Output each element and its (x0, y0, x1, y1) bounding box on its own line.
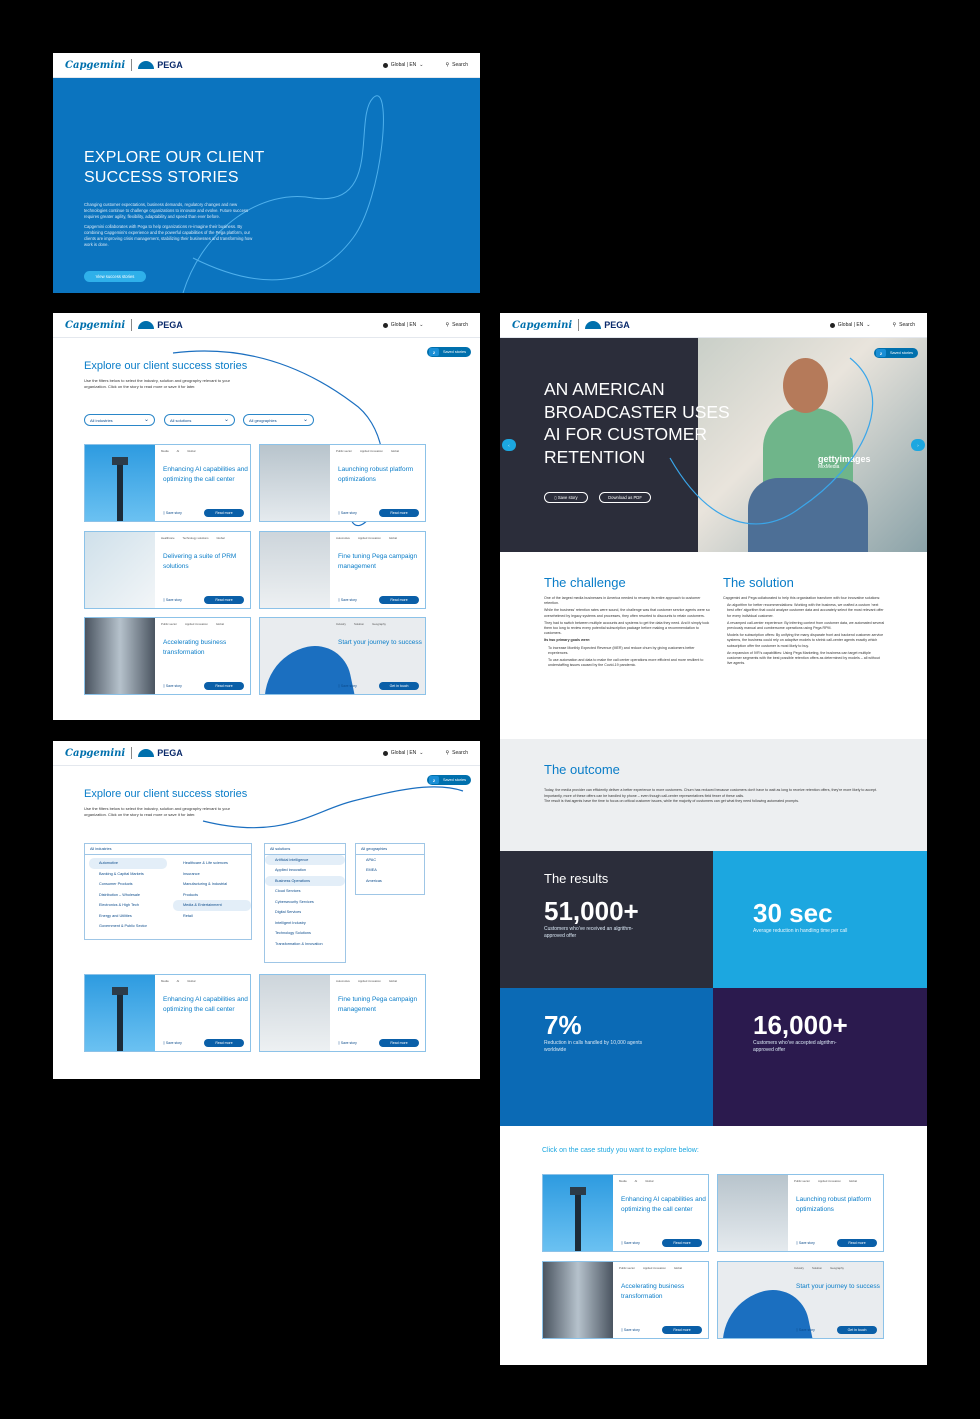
capgemini-logo: Capgemini (512, 319, 573, 331)
dropdown-option[interactable]: Retail (183, 913, 193, 918)
save-story-link[interactable]: ▯ Save story (163, 1041, 182, 1045)
stat-value: 30 sec (753, 898, 833, 928)
bookmark-icon: ▯ (621, 1241, 624, 1245)
pega-logo: PEGA (138, 320, 183, 330)
saved-count-badge: 2 (429, 348, 439, 356)
story-tag: Global (848, 1179, 857, 1183)
save-story-link[interactable]: ▯ Save story (338, 598, 357, 602)
dropdown-option[interactable]: Manufacturing & Industrial (183, 882, 228, 887)
story-card[interactable] (84, 974, 251, 1052)
story-card-image (85, 532, 155, 609)
search-icon: ⚲ (892, 322, 897, 328)
story-tags (161, 536, 225, 540)
bookmark-icon: ▯ (338, 511, 341, 515)
solution-body: Capgemini and Pega collaborated to help this organization transform with four innovative solutions: An algorithm for better recommendations: Working with the business, we crafted a custom 'next best offer' algorithm that could analyze customer data and accurately select the most relevant offer for every individual customer. A revamped call-center experience: By inferring context from customer data, we automated several previously manual and cumbersome operations using Pega RPM. Models for subscription offers: By unifying the many disparate front and backend customer-service systems, the business could rely on adaptive models to shrink call-center agents exactly which subscription offer the customer is most likely to buy. An expansion of IVR's capabilities: Using Pega Marketing, the business can target multiple customer segments with the best possible retention offers as determined by models – all without live agents. (723, 596, 885, 666)
story-tag: Global (673, 1266, 682, 1270)
story-tag: Industry (794, 1266, 804, 1270)
dropdown-option[interactable]: Cybersecurity Services (275, 899, 314, 904)
solutions-dropdown[interactable] (264, 843, 346, 963)
dropdown-option[interactable]: Insurance (183, 871, 200, 876)
story-tag: Public sector (794, 1179, 811, 1183)
dropdown-option[interactable]: Artificial intelligence (265, 855, 345, 866)
story-tags (336, 622, 386, 626)
logo[interactable] (512, 319, 630, 331)
story-tag: Global (645, 1179, 654, 1183)
dropdown-option[interactable]: Government & Public Sector (99, 924, 147, 929)
stat-tile-3 (500, 988, 713, 1126)
bookmark-icon: ▯ (338, 684, 341, 688)
filters-open-screen (53, 741, 480, 1079)
story-card[interactable] (84, 531, 251, 609)
story-tag: AI (176, 979, 180, 983)
industries-filter[interactable]: All industries ⌄ (84, 414, 155, 426)
story-tag: Applied innovation (185, 622, 208, 626)
story-tags (161, 622, 224, 626)
stat-value: 51,000+ (544, 896, 639, 926)
story-tags (336, 449, 399, 453)
outcome-section (500, 739, 927, 851)
search-icon: ⚲ (445, 322, 450, 328)
challenge-title: The challenge (544, 575, 626, 590)
story-card-image (85, 618, 155, 695)
story-tags (794, 1179, 857, 1183)
story-tag: Media (161, 979, 169, 983)
explore-prompt: Click on the case study you want to explore below: (542, 1147, 699, 1154)
bookmark-icon: ▯ (163, 598, 166, 602)
save-story-link[interactable]: ▯ Save story (338, 511, 357, 515)
story-tag: Industry (336, 622, 346, 626)
dropdown-option[interactable]: Americas (366, 878, 382, 883)
save-story-link[interactable]: ▯ Save story (621, 1328, 640, 1332)
bookmark-icon: ▯ (338, 598, 341, 602)
capgemini-logo: Capgemini (65, 747, 126, 759)
story-card-image (543, 1175, 613, 1252)
geographies-dropdown-header[interactable]: All geographies (356, 844, 424, 855)
listing-intro: Use the filters below to select the industry, solution and geography relevant to your organization. Click on the story to read more or save it for later. (84, 378, 231, 389)
story-tag: Global (216, 536, 225, 540)
story-card[interactable] (542, 1261, 709, 1339)
dropdown-option[interactable]: Energy and Utilities (99, 913, 132, 918)
download-pdf-button[interactable]: Download as PDF (599, 492, 651, 503)
story-title[interactable]: Enhancing AI capabilities and optimizing the call center (621, 1196, 706, 1213)
site-header (500, 313, 927, 338)
story-card-image (260, 445, 330, 522)
save-story-link[interactable]: ▯ Save story (163, 684, 182, 688)
save-story-button[interactable]: ▯ Save story (544, 492, 588, 503)
pega-logo: PEGA (138, 748, 183, 758)
story-card[interactable] (84, 444, 251, 522)
listing-intro: Use the filters below to select the industry, solution and geography relevant to your organization. Click on the story to read more or save it for later. (84, 806, 231, 817)
hero-banner (53, 78, 480, 293)
story-title[interactable]: Launching robust platform optimizations (338, 466, 414, 483)
logo[interactable] (65, 59, 183, 71)
search-link[interactable]: ⚲ Search (445, 750, 468, 756)
story-card[interactable] (542, 1174, 709, 1252)
story-tags (619, 1266, 682, 1270)
capgemini-logo: Capgemini (65, 319, 126, 331)
story-tags (619, 1179, 653, 1183)
pega-bird-icon (138, 749, 154, 757)
pega-logo: PEGA (138, 60, 183, 70)
story-title[interactable]: Enhancing AI capabilities and optimizing the call center (163, 996, 248, 1013)
story-tags (794, 1266, 844, 1270)
saved-stories-button[interactable]: 2 Saved stories (427, 775, 471, 785)
hero-paragraph-2: Capgemini collaborates with Pega to help organizations re-imagine their business. By combining Capgemini's experience and the powerful capabilities of the Pega platform, our clients are improving crisis management, stabilizing their businesses and transforming how work is done. (84, 224, 253, 247)
story-card[interactable] (259, 974, 426, 1052)
globe-icon (383, 323, 388, 328)
story-tag: Global (187, 449, 196, 453)
story-title[interactable]: Delivering a suite of PRM solutions (163, 553, 237, 570)
story-tag: Public sector (161, 622, 178, 626)
case-study-hero (500, 338, 927, 552)
story-tag: Applied innovation (358, 536, 381, 540)
story-title[interactable]: Start your journey to success (796, 1283, 880, 1290)
story-tag: Solution (811, 1266, 823, 1270)
landing-hero-screen (53, 53, 480, 293)
locale-selector[interactable]: Global | EN ⌄ (383, 322, 424, 328)
stat-tile-1 (500, 851, 713, 988)
read-more-button[interactable]: Read more (204, 509, 244, 517)
bookmark-icon: ▯ (338, 1041, 341, 1045)
story-tag: Automotive (336, 979, 350, 983)
save-story-link[interactable]: ▯ Save story (338, 1041, 357, 1045)
story-tag: AI (634, 1179, 638, 1183)
story-card-image (260, 532, 330, 609)
globe-icon (383, 751, 388, 756)
read-more-button[interactable]: Read more (379, 509, 419, 517)
story-tag: Geography (830, 1266, 844, 1270)
saved-count-badge: 2 (429, 776, 439, 784)
stat-description: Customers who've received an algrithm-approved offer (544, 926, 634, 939)
story-tags (161, 979, 195, 983)
solutions-list (265, 855, 345, 950)
dropdown-option[interactable]: Digital Services (275, 910, 302, 915)
story-tag: Global (388, 536, 397, 540)
story-card[interactable] (259, 531, 426, 609)
locale-selector[interactable]: Global | EN ⌄ (830, 322, 871, 328)
locale-selector[interactable]: Global | EN ⌄ (383, 62, 424, 68)
story-tag: Applied innovation (643, 1266, 666, 1270)
dropdown-option[interactable]: Intelligent Industry (275, 920, 306, 925)
industries-column-2 (173, 858, 251, 921)
read-more-button[interactable]: Read more (662, 1239, 702, 1247)
story-card-image (85, 445, 155, 522)
dropdown-option[interactable]: Electronics & High Tech (99, 903, 140, 908)
hero-title: EXPLORE OUR CLIENT SUCCESS STORIES (84, 149, 265, 186)
stat-description: Customers who've accepted algrithm-approved offer (753, 1040, 837, 1053)
story-tag: AI (176, 449, 180, 453)
case-study-screen (500, 313, 927, 1365)
industries-dropdown-header[interactable]: All industries (85, 844, 251, 855)
globe-icon (830, 323, 835, 328)
story-tags (161, 449, 195, 453)
read-more-button[interactable]: Read more (379, 596, 419, 604)
story-title[interactable]: Start your journey to success (338, 639, 422, 646)
site-header (53, 741, 480, 766)
site-header (53, 53, 480, 78)
get-in-touch-button[interactable]: Get in touch (379, 682, 419, 690)
story-tag: Global (390, 449, 399, 453)
story-tag: Automotive (336, 536, 350, 540)
dropdown-option[interactable]: Applied innovation (275, 868, 307, 873)
save-story-link[interactable]: ▯ Save story (338, 684, 357, 688)
outcome-title: The outcome (544, 762, 620, 777)
saved-count-badge: 2 (876, 349, 886, 357)
dropdown-option[interactable]: Products (183, 892, 198, 897)
search-link[interactable]: ⚲ Search (445, 322, 468, 328)
dropdown-option[interactable]: APAC (366, 857, 377, 862)
capgemini-logo: Capgemini (65, 59, 126, 71)
dropdown-option[interactable]: Consumer Products (99, 882, 133, 887)
bookmark-icon: ▯ (554, 495, 557, 500)
logo[interactable] (65, 747, 183, 759)
read-more-button[interactable]: Read more (837, 1239, 877, 1247)
dropdown-option[interactable]: Business Operations (265, 876, 345, 887)
hero-paragraph-1: Changing customer expectations, business demands, regulatory changes and new technologies continue to challenge organizations to innovate and evolve. Future success requires greater agility, flexibility, adaptability and speed than ever before. (84, 202, 249, 219)
pega-logo: PEGA (585, 320, 630, 330)
dropdown-option[interactable]: Media & Entertainment (173, 900, 251, 911)
stat-tile-4 (713, 988, 927, 1126)
save-story-link[interactable]: ▯ Save story (621, 1241, 640, 1245)
solutions-dropdown-header[interactable]: All solutions (265, 844, 345, 855)
pega-bird-icon (585, 321, 601, 329)
read-more-button[interactable]: Read more (662, 1326, 702, 1334)
story-tag: Healthcare (161, 536, 175, 540)
search-icon: ⚲ (445, 62, 450, 68)
story-tag: Applied innovation (360, 449, 383, 453)
save-story-link[interactable]: ▯ Save story (796, 1328, 815, 1332)
stat-tile-2 (713, 851, 927, 988)
stat-description: Average reduction in handling time per call (753, 928, 848, 934)
story-card-image (260, 975, 330, 1052)
dropdown-option[interactable]: Distribution – Wholesale (99, 892, 140, 897)
solutions-filter[interactable]: All solutions ⌄ (164, 414, 235, 426)
story-tag: Public sector (619, 1266, 636, 1270)
bookmark-icon: ▯ (163, 511, 166, 515)
story-tags (336, 536, 397, 540)
story-title[interactable]: Fine tuning Pega campaign management (338, 553, 418, 570)
story-card[interactable] (717, 1261, 884, 1339)
read-more-button[interactable]: Read more (204, 1039, 244, 1047)
dropdown-option[interactable]: Transformation & Innovation (275, 941, 323, 946)
stat-description: Reduction in calls handled by 10,000 agents worldwide (544, 1040, 643, 1053)
story-tag: Geography (372, 622, 386, 626)
save-story-link[interactable]: ▯ Save story (163, 511, 182, 515)
dropdown-option[interactable]: Healthcare & Life sciences (183, 861, 228, 866)
bookmark-icon: ▯ (621, 1328, 624, 1332)
listing-title: Explore our client success stories (84, 788, 248, 800)
story-tag: Applied innovation (818, 1179, 841, 1183)
get-in-touch-button[interactable]: Get in touch (837, 1326, 877, 1334)
story-title[interactable]: Fine tuning Pega campaign management (338, 996, 418, 1013)
industries-column-1 (89, 858, 167, 932)
hero-title: AN AMERICAN BROADCASTER USES AI FOR CUSTOMER RETENTION (544, 379, 730, 467)
stat-value: 16,000+ (753, 1010, 848, 1040)
story-tag: Global (388, 979, 397, 983)
industries-dropdown[interactable] (84, 843, 252, 940)
story-card-image (85, 975, 155, 1052)
story-card-image (543, 1262, 613, 1339)
locale-selector[interactable]: Global | EN ⌄ (383, 750, 424, 756)
challenge-body: One of the largest media businesses in America needed to revamp its entire approach to customer retention. While the business' retention rates were sound, the challenge was that customer service agents were so overwhelmed by legacy systems and processes, they often resorted to discounts to retain customers. They had to switch between multiple accounts and systems to get the data they need. And it simply took them too long to review every potential subscription package before making a recommendation to customers. Its two primary goals were: To increase Monthly Expected Revenue (MER) and reduce churn by giving customers better experiences. To use automation and data to make the call center operations more efficient and more resilient to understaffing issues caused by the Covid-19 pandemic. (544, 596, 710, 668)
outcome-body: Today, the media provider can efficiently deliver a better experience to more customers. Churn has reduced because customers don't have to wait as long to receive retention offers, they're more likely to accept. Importantly, more of these offers can be handled by phone – even though call-center representatives field fewer of these calls. The result is that agents have the time to focus on critical customer issues, while the majority of customers can get what they need following automated prompts. (544, 788, 877, 803)
story-card[interactable] (259, 617, 426, 695)
story-tags (336, 979, 397, 983)
bookmark-icon: ▯ (163, 1041, 166, 1045)
listing-title: Explore our client success stories (84, 360, 248, 372)
listing-screen (53, 313, 480, 720)
solution-title: The solution (723, 575, 794, 590)
story-title[interactable]: Enhancing AI capabilities and optimizing the call center (163, 466, 248, 483)
story-tag: Global (215, 622, 224, 626)
story-tag: Applied innovation (358, 979, 381, 983)
story-tag: Solution (353, 622, 365, 626)
view-stories-button[interactable]: View success stories (84, 271, 146, 282)
story-tag: Global (187, 979, 196, 983)
geographies-list (356, 855, 424, 887)
dropdown-option[interactable]: Banking & Capital Markets (99, 871, 144, 876)
results-title: The results (544, 871, 609, 886)
story-card[interactable] (84, 617, 251, 695)
read-more-button[interactable]: Read more (379, 1039, 419, 1047)
saved-stories-button[interactable]: 2 Saved stories (874, 348, 918, 358)
story-title[interactable]: Accelerating business transformation (163, 639, 227, 656)
carousel-prev-button[interactable]: ‹ (502, 439, 516, 451)
site-header (53, 313, 480, 338)
logo[interactable] (65, 319, 183, 331)
search-link[interactable]: ⚲ Search (445, 62, 468, 68)
carousel-next-button[interactable]: › (911, 439, 925, 451)
story-card[interactable] (259, 444, 426, 522)
story-tag: Media (619, 1179, 627, 1183)
save-story-link[interactable]: ▯ Save story (163, 598, 182, 602)
saved-stories-button[interactable]: 2 Saved stories (427, 347, 471, 357)
story-card-image (718, 1175, 788, 1252)
read-more-button[interactable]: Read more (204, 682, 244, 690)
story-tag: Media (161, 449, 169, 453)
bookmark-icon: ▯ (796, 1328, 799, 1332)
geographies-filter[interactable]: All geographies ⌄ (243, 414, 314, 426)
stat-value: 7% (544, 1010, 582, 1040)
bookmark-icon: ▯ (163, 684, 166, 688)
story-title[interactable]: Accelerating business transformation (621, 1283, 685, 1300)
dropdown-option[interactable]: Cloud Services (275, 889, 301, 894)
dropdown-option[interactable]: EMEA (366, 868, 377, 873)
save-story-link[interactable]: ▯ Save story (796, 1241, 815, 1245)
read-more-button[interactable]: Read more (204, 596, 244, 604)
story-tag: Public sector (336, 449, 353, 453)
story-tag: Technology solutions (182, 536, 209, 540)
globe-icon (383, 63, 388, 68)
pega-bird-icon (138, 61, 154, 69)
geographies-dropdown[interactable] (355, 843, 425, 895)
search-link[interactable]: ⚲ Search (892, 322, 915, 328)
bookmark-icon: ▯ (796, 1241, 799, 1245)
search-icon: ⚲ (445, 750, 450, 756)
story-card[interactable] (717, 1174, 884, 1252)
dropdown-option[interactable]: Automotive (89, 858, 167, 869)
pega-bird-icon (138, 321, 154, 329)
dropdown-option[interactable]: Technology Solutions (275, 931, 311, 936)
story-title[interactable]: Launching robust platform optimizations (796, 1196, 872, 1213)
photo-credit: gettyimages MixMedia (818, 454, 871, 470)
